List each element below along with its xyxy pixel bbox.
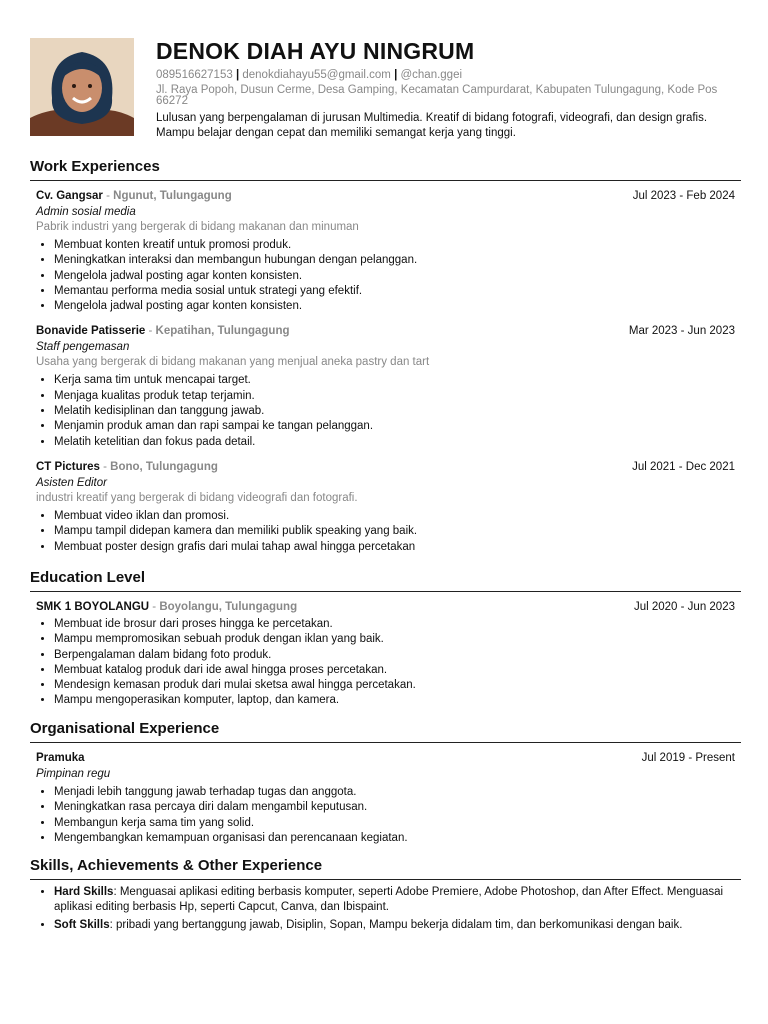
contact-separator: | (394, 69, 398, 81)
list-item: • Mengembangkan kemampuan organisasi dan perencanaan kegiatan. (54, 831, 735, 846)
header-info (156, 38, 736, 141)
work-entry: CT Pictures - Bono, Tulungagung Jul 2021 - Dec 2021 Asisten Editor industri kreatif yang bergerak di bidang videografi dan fotografi. • Membuat video iklan dan promosi. • Mampu tampil didepan kamera dan memiliki publik speaking yang baik. • Membuat poster design grafis dari mulai tahap awal hingga percetakan (36, 460, 735, 555)
date-range: Jul 2019 - Present (641, 752, 735, 764)
job-role: Asisten Editor (36, 476, 107, 489)
list-item: • Melatih ketelitian dan fokus pada detail. (54, 435, 735, 450)
organisation-role: Pimpinan regu (36, 768, 111, 780)
organisation-name: Pramuka (36, 752, 85, 764)
company-location: Kepatihan, Tulungagung (155, 325, 290, 338)
list-item: • Mendesign kemasan produk dari mulai sketsa awal hingga percetakan. (54, 678, 735, 693)
soft-skills-label: Soft Skills (54, 918, 110, 931)
list-item: • Mampu mempromosikan sebuah produk dengan iklan yang baik. (54, 632, 735, 647)
profile-photo-illustration (30, 38, 134, 136)
soft-skills-text: : pribadi yang bertanggung jawab, Disiplin, Sopan, Mampu bekerja didalam tim, dan berkomunikasi dengan baik. (109, 918, 683, 931)
list-item: • Membuat katalog produk dari ide awal hingga proses percetakan. (54, 663, 735, 678)
school-location: Boyolangu, Tulungagung (159, 601, 298, 613)
date-range: Jul 2023 - Feb 2024 (632, 190, 735, 202)
section-title-skills: Skills, Achievements & Other Experience (30, 857, 741, 880)
bullet-list (36, 509, 735, 555)
list-item: • Mampu tampil didepan kamera dan memiliki publik speaking yang baik. (54, 524, 735, 539)
list-item: • Membuat ide brosur dari proses hingga ke percetakan. (54, 617, 735, 632)
job-role: Admin sosial media (36, 206, 136, 218)
hard-skills-text: : Menguasai aplikasi editing berbasis komputer, seperti Adobe Premiere, Adobe Photoshop, dan After Effect. Menguasai aplikasi editing berbasis Hp, seperti Capcut, Canva, dan Ibispaint. (54, 886, 724, 914)
list-item: • Kerja sama tim untuk mencapai target. (54, 373, 735, 388)
company-location: Bono, Tulungagung (110, 460, 218, 473)
contact-separator: | (235, 69, 240, 81)
section-organisational (30, 720, 741, 846)
section-title-organisational: Organisational Experience (30, 720, 741, 743)
list-item: • Membuat konten kreatif untuk promosi produk. (54, 238, 735, 253)
list-item: • Menjaga kualitas produk tetap terjamin. (54, 389, 735, 404)
company-name: Cv. Gangsar (36, 190, 103, 202)
bullet-list (36, 373, 735, 449)
section-title-education: Education Level (30, 569, 741, 592)
organisation-entry (36, 751, 735, 846)
list-item: • Mampu mengoperasikan komputer, laptop, dan kamera. (54, 693, 735, 708)
section-work (30, 158, 741, 555)
list-item: • Meningkatkan rasa percaya diri dalam mengambil keputusan. (54, 800, 735, 815)
bullet-list (36, 617, 735, 709)
profile-summary: Lulusan yang berpengalaman di jurusan Multimedia. Kreatif di bidang fotografi, videografi, dan design grafis. Mampu belajar dengan cepat dan memiliki semangat kerja yang tinggi. (156, 112, 708, 139)
company-description: Usaha yang bergerak di bidang makanan yang menjual aneka pastry dan tart (36, 356, 430, 369)
list-item: • Melatih kedisiplinan dan tanggung jawab. (54, 404, 735, 419)
bullet-list (36, 238, 735, 314)
section-education (30, 569, 741, 709)
skills-entry (36, 885, 735, 933)
list-item: • Meningkatkan interaksi dan membangun hubungan dengan pelanggan. (54, 253, 735, 268)
company-name: CT Pictures (36, 460, 100, 473)
date-range: Jul 2021 - Dec 2021 (632, 460, 735, 473)
work-entry: Bonavide Patisserie - Kepatihan, Tulungagung Mar 2023 - Jun 2023 Staff pengemasan Usaha yang bergerak di bidang makanan yang menjual aneka pastry dan tart • Kerja sama tim untuk mencapai target. • Menjaga kualitas produk tetap terjamin. • Melatih kedisiplinan dan tanggung jawab. • Menjamin produk aman dan rapi sampai ke tangan pelanggan. • Melatih ketelitian dan fokus pada detail. (36, 324, 735, 449)
list-item: • Membuat video iklan dan promosi. (54, 509, 735, 524)
list-item (54, 918, 735, 933)
job-role: Staff pengemasan (36, 341, 130, 354)
list-item: • Mengelola jadwal posting agar konten konsisten. (54, 299, 735, 314)
education-entry: SMK 1 BOYOLANGU - Boyolangu, Tulungagung Jul 2020 - Jun 2023 • Membuat ide brosur dari proses hingga ke percetakan. • Mampu mempromosikan sebuah produk dengan iklan yang baik. • Berpengalaman dalam bidang foto produk. • Membuat katalog produk dari ide awal hingga proses percetakan. • Mendesign kemasan produk dari mulai sketsa awal hingga percetakan. • Mampu mengoperasikan komputer, laptop, dan kamera. (36, 600, 735, 709)
profile-photo (30, 38, 134, 136)
list-item: • Mengelola jadwal posting agar konten konsisten. (54, 269, 735, 284)
list-item (54, 885, 735, 916)
date-range: Mar 2023 - Jun 2023 (628, 325, 735, 338)
section-skills (30, 857, 741, 933)
date-range: Jul 2020 - Jun 2023 (633, 601, 735, 613)
list-item: • Membangun kerja sama tim yang solid. (54, 816, 735, 831)
list-item: • Berpengalaman dalam bidang foto produk. (54, 648, 735, 663)
resume-header (30, 38, 740, 148)
list-item: • Memantau performa media sosial untuk strategi yang efektif. (54, 284, 735, 299)
school-name: SMK 1 BOYOLANGU (36, 601, 150, 613)
list-item: • Menjamin produk aman dan rapi sampai ke tangan pelanggan. (54, 419, 735, 434)
company-name: Bonavide Patisserie (36, 325, 146, 338)
company-location: Ngunut, Tulungagung (113, 190, 232, 202)
email-link[interactable]: denokdiahayu55@gmail.com (242, 69, 391, 81)
bullet-list (36, 785, 735, 846)
skills-list (36, 885, 735, 933)
contact-line (156, 68, 736, 82)
company-description: Pabrik industri yang bergerak di bidang makanan dan minuman (36, 221, 359, 233)
list-item: • Menjadi lebih tanggung jawab terhadap tugas dan anggota. (54, 785, 735, 800)
section-title-work: Work Experiences (30, 158, 741, 181)
address: Jl. Raya Popoh, Dusun Cerme, Desa Gamping, Kecamatan Campurdarat, Kabupaten Tulungagung, Kode Pos 66272 (156, 84, 718, 107)
social-handle[interactable]: @chan.ggei (400, 69, 463, 81)
list-item: • Membuat poster design grafis dari mulai tahap awal hingga percetakan (54, 540, 735, 555)
company-description: industri kreatif yang bergerak di bidang videografi dan fotografi. (36, 491, 358, 504)
hard-skills-label: Hard Skills (54, 886, 114, 898)
phone-number[interactable]: 089516627153 (156, 69, 233, 81)
candidate-name: DENOK DIAH AYU NINGRUM (156, 38, 475, 64)
work-entry: Cv. Gangsar - Ngunut, Tulungagung Jul 2023 - Feb 2024 Admin sosial media Pabrik industri yang bergerak di bidang makanan dan minuman • Membuat konten kreatif untuk promosi produk. • Meningkatkan interaksi dan membangun hubungan dengan pelanggan. • Mengelola jadwal posting agar konten konsisten. • Memantau performa media sosial untuk strategi yang efektif. • Mengelola jadwal posting agar konten konsisten. (36, 189, 735, 314)
